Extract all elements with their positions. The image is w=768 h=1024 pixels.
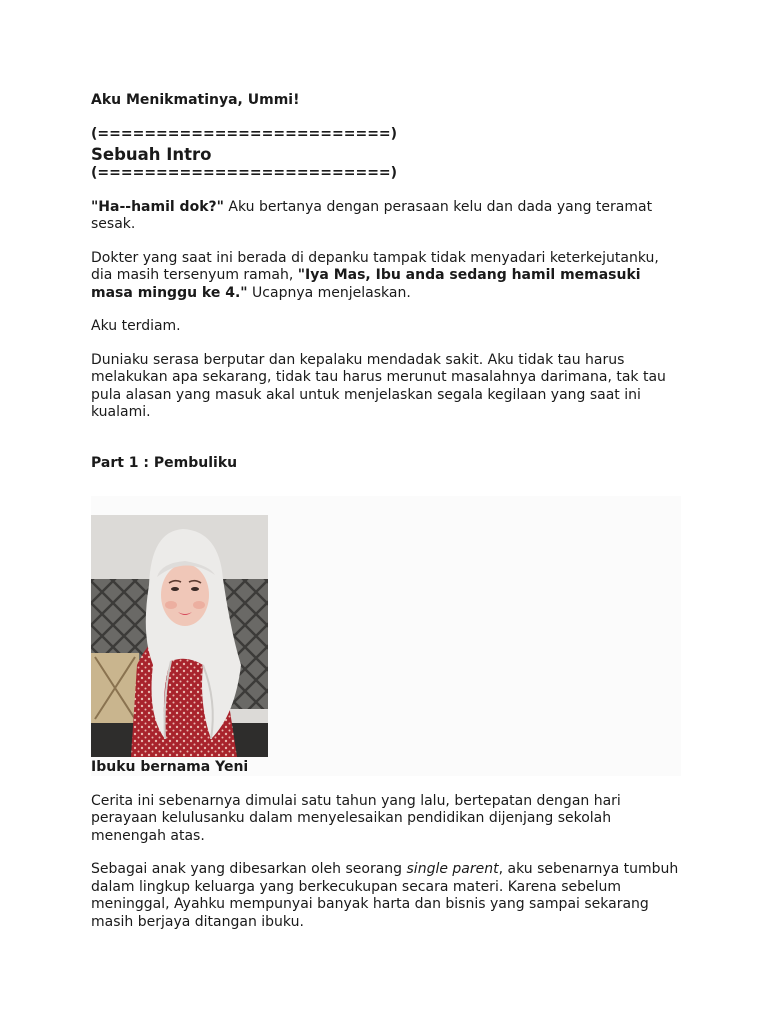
paragraph-2-text: Dokter yang saat ini berada di depanku tampak tidak menyadari keterkejutanku, dia masih tersenyum ramah, [91,249,659,283]
intro-heading: Sebuah Intro [91,145,212,164]
part-heading: Part 1 : Pembuliku [91,454,238,471]
divider-bottom: (=========================) [91,165,398,181]
photo-area [91,496,681,776]
portrait-photo [91,515,268,757]
divider-top: (=========================) [91,125,398,142]
paragraph-4: Duniaku serasa berputar dan kepalaku mendadak sakit. Aku tidak tau harus melakukan apa sekarang, tidak tau harus merunut masalahnya darimana, tak tau pula alasan yang masuk akal untuk menjelaskan segala kegilaan yang saat ini kualami. [91,351,666,420]
paragraph-5: Cerita ini sebenarnya dimulai satu tahun yang lalu, bertepatan dengan hari perayaan kelulusanku dalam menyelesaikan pendidikan dijenjang sekolah menengah atas. [91,792,621,844]
paragraph-2-end: Ucapnya menjelaskan. [247,284,411,301]
paragraph-3: Aku terdiam. [91,318,181,334]
dialogue-question: "Ha--hamil dok?" [91,198,224,215]
document-page [91,92,681,947]
portrait-illustration [91,515,268,757]
paragraph-2 [91,250,681,303]
paragraph-6-text: Sebagai anak yang dibesarkan oleh seorang [91,861,407,877]
paragraph-1 [91,199,681,234]
paragraph-6-end: , aku sebenarnya tumbuh dalam lingkup keluarga yang berkecukupan secara materi. Karena sebelum meninggal, Ayahku mempunyai banyak harta dan bisnis yang sampai sekarang masih berjaya ditangan ibuku. [91,861,679,930]
doctor-dialogue: "Iya Mas, Ibu anda sedang hamil memasuki masa minggu ke 4." [91,267,641,301]
document-title: Aku Menikmatinya, Ummi! [91,92,300,108]
paragraph-1-text: Aku bertanya dengan perasaan kelu dan dada yang teramat sesak. [91,198,653,232]
paragraph-6 [91,861,681,931]
italic-term: single parent [406,861,499,877]
photo-caption: Ibuku bernama Yeni [91,759,249,775]
